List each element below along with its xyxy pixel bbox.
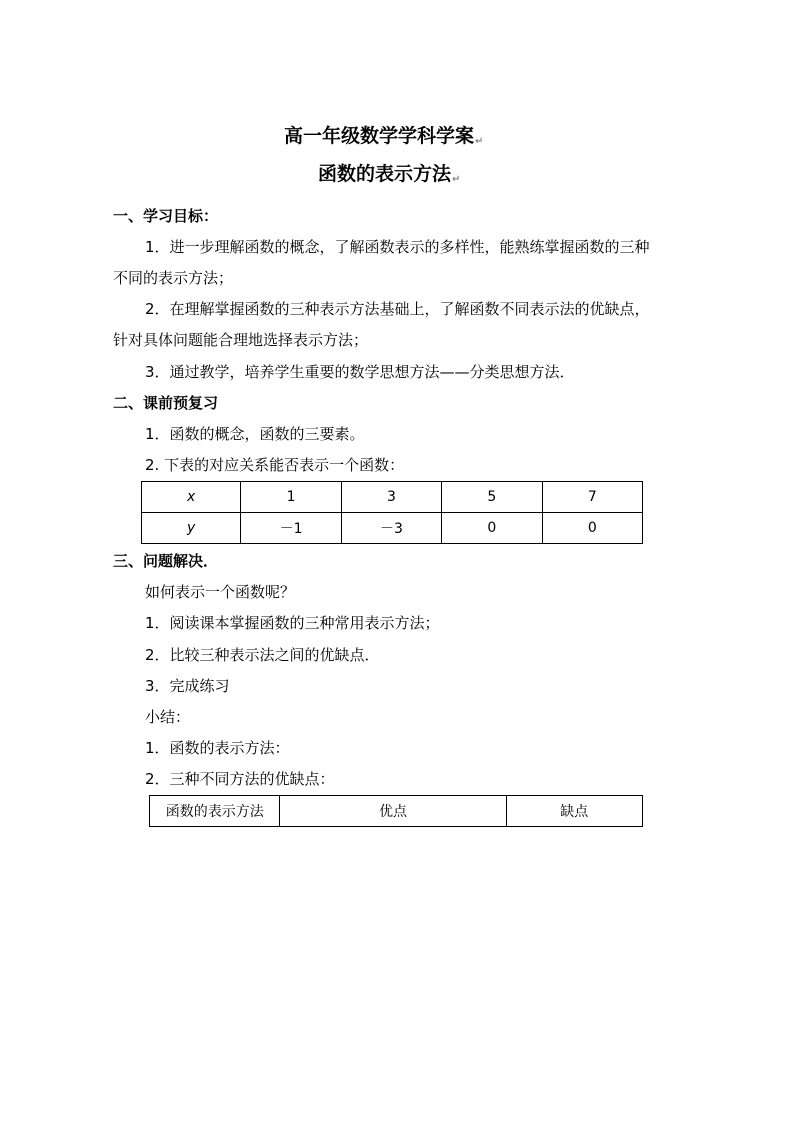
- table-row: [142, 513, 643, 544]
- summary-item-1: 1．函数的表示方法：: [145, 739, 290, 757]
- paragraph-mark: ↵: [475, 136, 484, 147]
- table-header: 函数的表示方法: [150, 796, 280, 827]
- section-heading-problem: 三、问题解决．: [113, 552, 219, 570]
- table-header: 优点: [280, 796, 506, 827]
- goal-item-3: 3．通过教学，培养学生重要的数学思想方法——分类思想方法．: [145, 363, 575, 381]
- problem-item-3: 3．完成练习: [145, 677, 230, 695]
- table-cell: x: [142, 482, 241, 513]
- table-cell: 0: [442, 513, 542, 544]
- table-cell: 7: [542, 482, 642, 513]
- table-row: [150, 796, 643, 827]
- table-cell: 5: [442, 482, 542, 513]
- problem-item-1: 1．阅读课本掌握函数的三种常用表示方法；: [145, 614, 440, 632]
- table-cell: －1: [241, 513, 341, 544]
- methods-table: [149, 795, 643, 827]
- paragraph-mark: ↵: [452, 174, 461, 185]
- table-cell: 0: [542, 513, 642, 544]
- table-cell: －3: [341, 513, 441, 544]
- doc-subtitle: [318, 162, 460, 192]
- table-row: [142, 482, 643, 513]
- preview-item-1: 1．函数的概念，函数的三要素。: [145, 425, 365, 443]
- table-cell: 1: [241, 482, 341, 513]
- goal-item-2-line-2: 针对具体问题能合理地选择表示方法；: [113, 331, 369, 349]
- doc-title-text: 高一年级数学学科学案: [284, 125, 475, 147]
- xy-table: [141, 481, 643, 544]
- table-header: 缺点: [506, 796, 642, 827]
- summary-item-2: 2．三种不同方法的优缺点：: [145, 770, 335, 788]
- section-heading-preview: 二、课前预复习: [113, 394, 219, 412]
- section-heading-goals: 一、学习目标：: [113, 207, 219, 225]
- problem-question: 如何表示一个函数呢？: [145, 583, 296, 601]
- doc-subtitle-text: 函数的表示方法: [318, 163, 452, 185]
- problem-item-2: 2．比较三种表示法之间的优缺点．: [145, 646, 380, 664]
- summary-label: 小结：: [145, 708, 191, 726]
- preview-item-2: 2. 下表的对应关系能否表示一个函数：: [145, 456, 405, 474]
- doc-title: [284, 124, 483, 154]
- goal-item-2-line-1: 2．在理解掌握函数的三种表示方法基础上，了解函数不同表示法的优缺点，: [145, 300, 650, 318]
- goal-item-1-line-2: 不同的表示方法；: [113, 269, 234, 287]
- table-cell: 3: [341, 482, 441, 513]
- table-cell: y: [142, 513, 241, 544]
- goal-item-1-line-1: 1．进一步理解函数的概念，了解函数表示的多样性，能熟练掌握函数的三种: [145, 238, 650, 256]
